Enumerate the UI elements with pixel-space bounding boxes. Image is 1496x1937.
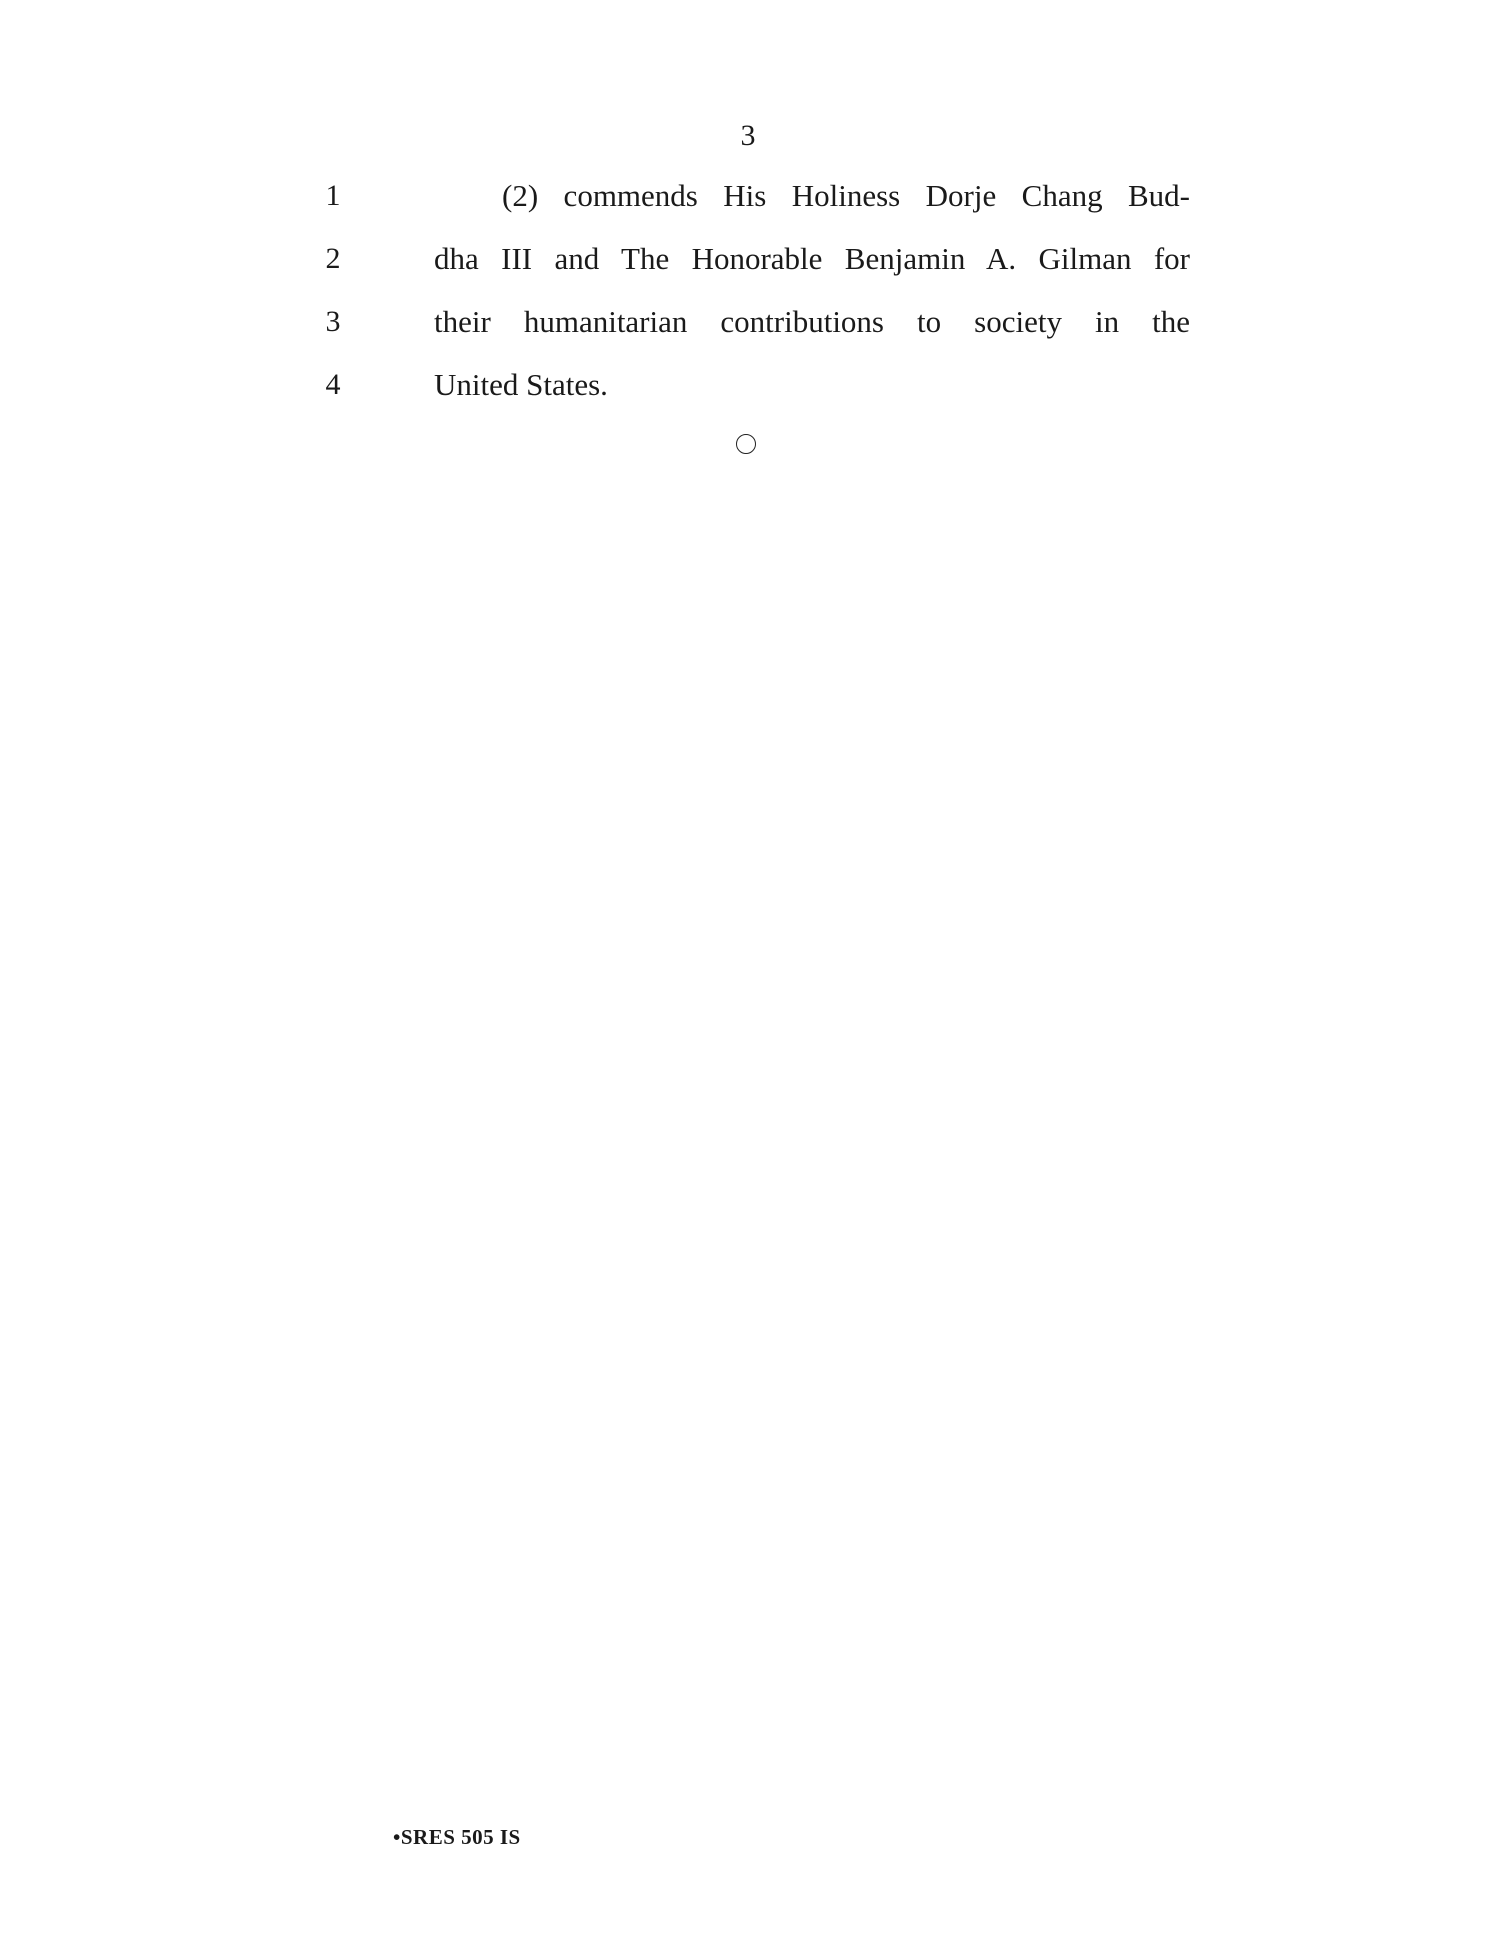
body-text-line-1: (2) commends His Holiness Dorje Chang Bud- (502, 178, 1190, 213)
line-number-3: 3 (325, 305, 341, 338)
line-number-2: 2 (325, 242, 341, 275)
body-text-line-3: their humanitarian contributions to society in the (434, 304, 1190, 339)
bill-identifier-footer: •SRES 505 IS (393, 1825, 521, 1849)
end-of-document-circle-icon (736, 434, 756, 454)
body-text-line-4: United States. (434, 367, 608, 402)
line-number-1: 1 (325, 179, 341, 212)
line-number-4: 4 (325, 368, 341, 401)
page-number: 3 (740, 119, 756, 152)
body-text-line-2: dha III and The Honorable Benjamin A. Gilman for (434, 241, 1190, 276)
